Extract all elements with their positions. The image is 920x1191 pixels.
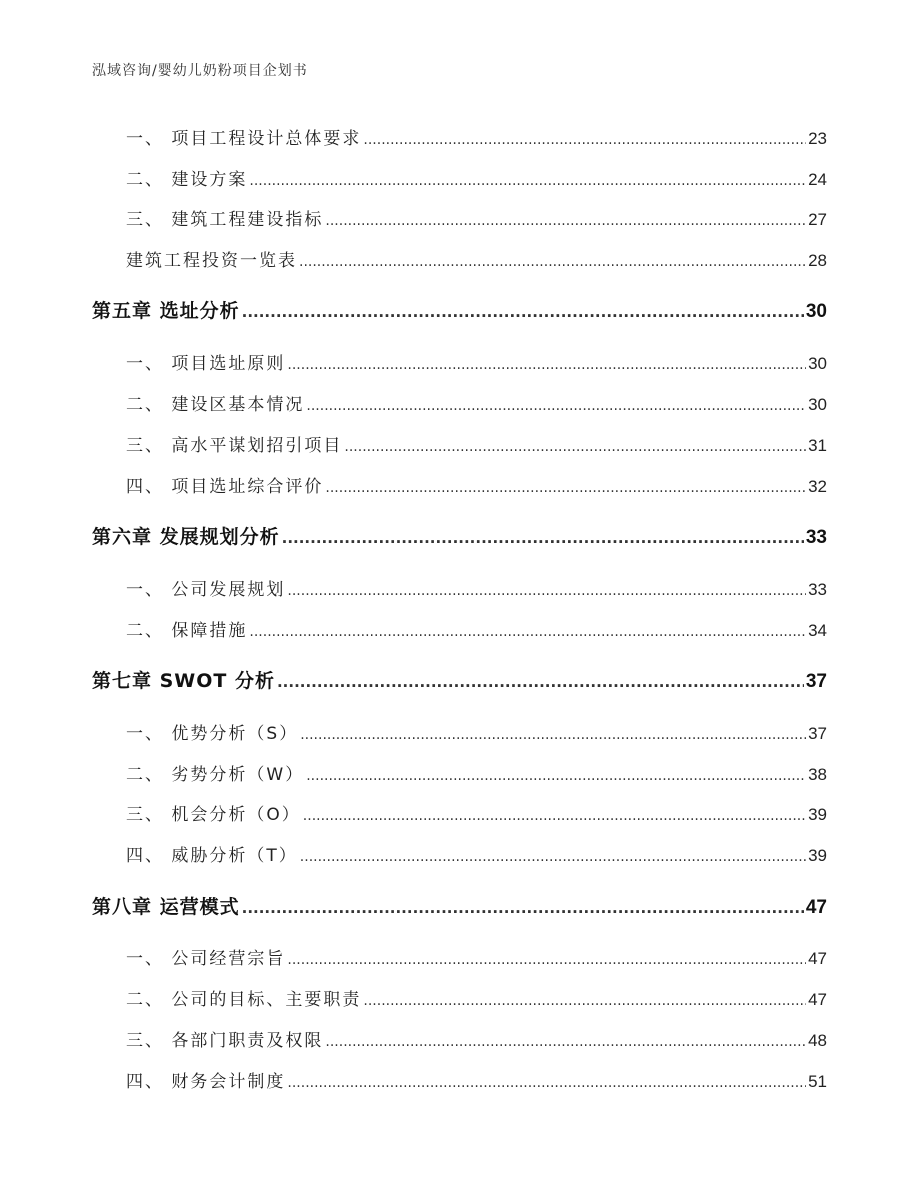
toc-entry-label: 四、 财务会计制度: [126, 1072, 286, 1092]
toc-chapter-entry[interactable]: [92, 666, 827, 693]
toc-entry[interactable]: [126, 472, 827, 497]
toc-leader-dots: [303, 808, 806, 824]
toc-page-number: 38: [808, 765, 827, 784]
toc-leader-dots: [306, 398, 806, 414]
toc-chapter-entry[interactable]: [92, 296, 827, 323]
toc-entry[interactable]: [126, 246, 827, 271]
toc-page-number: 37: [805, 671, 827, 692]
toc-entry[interactable]: [126, 944, 827, 969]
toc-entry[interactable]: [126, 985, 827, 1010]
toc-leader-dots: [242, 303, 804, 321]
running-header: 泓域咨询/婴幼儿奶粉项目企划书: [92, 63, 308, 79]
toc-entry[interactable]: [126, 841, 827, 866]
toc-page-number: 39: [808, 846, 827, 865]
toc-leader-dots: [287, 1075, 806, 1091]
toc-leader-dots: [344, 439, 806, 455]
toc-entry-label: 一、 优势分析（S）: [126, 724, 299, 744]
toc-entry-label: 一、 公司发展规划: [126, 580, 286, 600]
toc-entry[interactable]: [126, 124, 827, 149]
toc-page-number: 48: [808, 1031, 827, 1050]
toc-entry[interactable]: [126, 616, 827, 641]
toc-entry-label: 一、 项目工程设计总体要求: [126, 129, 362, 149]
toc-entry[interactable]: [126, 719, 827, 744]
toc-page-number: 30: [805, 301, 827, 322]
toc-entry[interactable]: [126, 1026, 827, 1051]
toc-leader-dots: [287, 583, 806, 599]
toc-leader-dots: [363, 132, 806, 148]
toc-chapter-label: 第七章 SWOT 分析: [92, 670, 275, 692]
toc-leader-dots: [325, 480, 806, 496]
toc-entry-label: 三、 各部门职责及权限: [126, 1031, 324, 1051]
toc-page-number: 30: [808, 395, 827, 414]
toc-page-number: 33: [808, 580, 827, 599]
toc-leader-dots: [282, 529, 804, 547]
toc-entry-label: 二、 建设区基本情况: [126, 395, 305, 415]
toc-entry-label: 四、 威胁分析（T）: [126, 846, 298, 866]
toc-chapter-label: 第六章 发展规划分析: [92, 526, 280, 548]
toc-entry[interactable]: [126, 349, 827, 374]
toc-entry[interactable]: [126, 205, 827, 230]
toc-page-number: 31: [808, 436, 827, 455]
toc-chapter-label: 第八章 运营模式: [92, 896, 240, 918]
toc-page-number: 47: [808, 949, 827, 968]
toc-entry-label: 建筑工程投资一览表: [126, 251, 297, 271]
toc-entry[interactable]: [126, 575, 827, 600]
toc-chapter-entry[interactable]: [92, 522, 827, 549]
toc-entry-label: 一、 项目选址原则: [126, 354, 286, 374]
toc-page-number: 32: [808, 477, 827, 496]
toc-page-number: 34: [808, 621, 827, 640]
toc-entry-label: 二、 公司的目标、主要职责: [126, 990, 362, 1010]
toc-chapter-label: 第五章 选址分析: [92, 300, 240, 322]
toc-page-number: 24: [808, 170, 827, 189]
toc-entry[interactable]: [126, 165, 827, 190]
toc-page-number: 47: [808, 990, 827, 1009]
toc-leader-dots: [325, 1034, 806, 1050]
toc-entry[interactable]: [126, 760, 827, 785]
toc-leader-dots: [277, 673, 804, 691]
toc-page-number: 23: [808, 129, 827, 148]
toc-leader-dots: [249, 624, 806, 640]
toc-page-number: 47: [805, 897, 827, 918]
toc-entry[interactable]: [126, 1067, 827, 1092]
toc-entry[interactable]: [126, 390, 827, 415]
toc-page-number: 51: [808, 1072, 827, 1091]
toc-leader-dots: [287, 952, 806, 968]
toc-leader-dots: [299, 254, 806, 270]
toc-leader-dots: [249, 173, 806, 189]
toc-leader-dots: [300, 849, 806, 865]
toc-entry-label: 一、 公司经营宗旨: [126, 949, 286, 969]
toc-chapter-entry[interactable]: [92, 892, 827, 919]
toc-entry[interactable]: [126, 431, 827, 456]
toc-entry-label: 三、 建筑工程建设指标: [126, 210, 324, 230]
toc-leader-dots: [242, 899, 804, 917]
toc-leader-dots: [306, 768, 806, 784]
toc-leader-dots: [325, 213, 806, 229]
toc-entry-label: 二、 劣势分析（W）: [126, 765, 305, 785]
toc-entry-label: 三、 高水平谋划招引项目: [126, 436, 343, 456]
toc-entry-label: 四、 项目选址综合评价: [126, 477, 324, 497]
toc-leader-dots: [363, 993, 806, 1009]
toc-entry-label: 三、 机会分析（O）: [126, 805, 301, 825]
toc-page-number: 28: [808, 251, 827, 270]
toc-page-number: 39: [808, 805, 827, 824]
toc-entry-label: 二、 建设方案: [126, 170, 248, 190]
toc-page-number: 33: [805, 527, 827, 548]
toc-leader-dots: [300, 727, 806, 743]
toc-page-number: 37: [808, 724, 827, 743]
toc-page-number: 30: [808, 354, 827, 373]
toc-page-number: 27: [808, 210, 827, 229]
toc-leader-dots: [287, 357, 806, 373]
toc-entry[interactable]: [126, 800, 827, 825]
toc-entry-label: 二、 保障措施: [126, 621, 248, 641]
